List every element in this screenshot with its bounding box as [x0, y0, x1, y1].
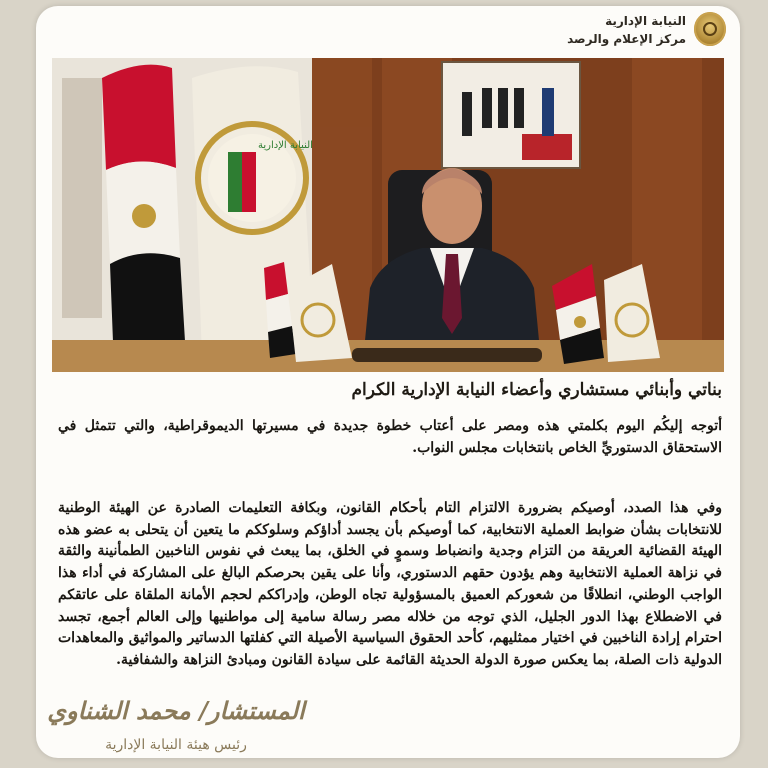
letter-paragraph-2: وفي هذا الصدد، أوصيكم بضرورة الالتزام التام بأحكام القانون، وبكافة التعليمات الصادرة عن الهيئة الوطنية للانتخابات بشأن ضوابط العملية الانتخابية، كما أوصيكم بأن يجسد أداؤكم وسلوككم ما يتعين أن يتحلى به عضو هذه الهيئة القضائية العريقة من التزام وجدية وانضباط وسموٍ في الخلق، بما يبعث في نفوس الناخبين الطمأنينة والثقة في نزاهة العملية الانتخابية وهم يؤدون حقهم الدستوري، وأنا على يقين بحرصكم البالغ على المشاركة في أداء هذا الواجب الوطني، انطلاقًا من شعوركم العميق بالمسؤولية تجاه الوطن، وإدراككم لحجم الأمانة الملقاة على عاتقكم في الاضطلاع بهذا الدور الجليل، الذي توجه من خلاله مصر رسالة سامية إلى مواطنيها وإلى العالم أجمع، تجسد احترام إرادة الناخبين في اختيار ممثليهم، كأحد الحقوق السياسية الأصيلة التي كفلتها الدساتير والمواثيق والمعاهدات الدولية ذات الصلة، بما يعكس صورة الدولة الحديثة القائمة على سيادة القانون ومبادئ النزاهة والشفافية.: [58, 500, 722, 668]
signature-role: رئيس هيئة النيابة الإدارية: [105, 737, 247, 753]
office-photo-illustration: [52, 58, 724, 372]
letter-paragraph-1: أتوجه إليكُم اليوم بكلمتي هذه ومصر على أعتاب خطوة جديدة في مسيرتها الديموقراطية، والتي تتمثل في الاستحقاق الدستوريِّ الخاص بانتخابات مجلس النواب.: [58, 418, 722, 456]
signature-name: المستشار/ محمد الشناوي: [47, 696, 305, 725]
letter-title: بناتي وأبنائي مستشاري وأعضاء النيابة الإدارية الكرام: [351, 380, 722, 400]
center-name: مركز الإعلام والرصد: [567, 32, 686, 46]
emblem-icon: [694, 12, 726, 46]
office-photo: [52, 58, 724, 372]
nameplate: [352, 348, 542, 362]
framed-picture-carpet: [522, 134, 572, 160]
header: [526, 10, 726, 56]
window-frame: [62, 78, 102, 318]
signature-block: [46, 696, 306, 753]
letter-card: [36, 6, 740, 758]
org-name: النيابة الإدارية: [605, 14, 686, 28]
emblem-banner-text: النيابة الإدارية: [258, 140, 313, 151]
egypt-flag-large: [102, 65, 186, 368]
